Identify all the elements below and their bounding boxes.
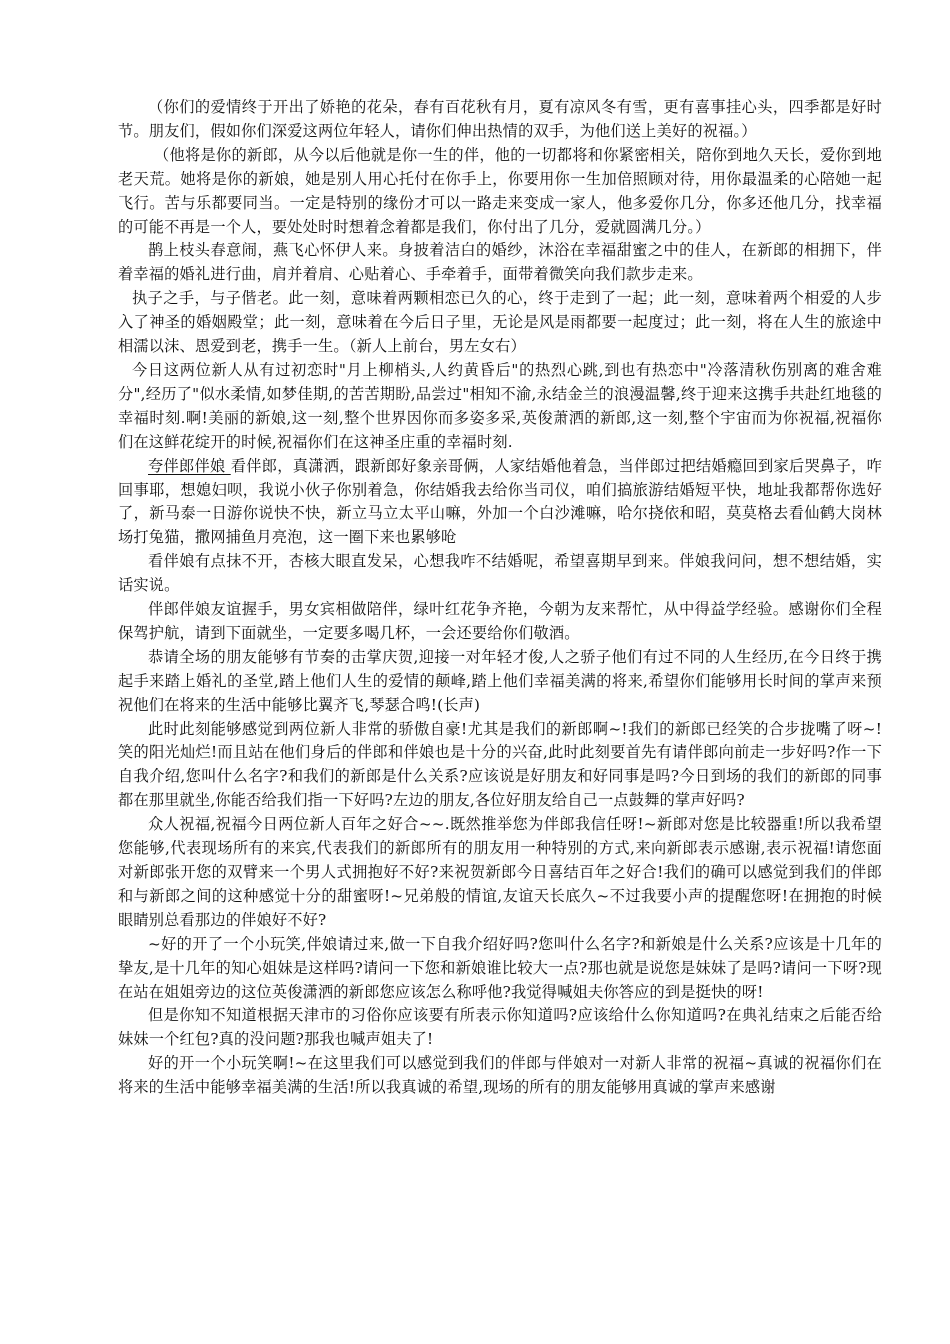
paragraph-praise-bridesmaid: 看伴娘有点抹不开，杏核大眼直发呆，心想我咋不结婚呢，希望喜期早到来。伴娘我问问，想不想结婚，实话实说。 [118, 552, 882, 595]
paragraph-bridesmaid-intro: ~好的开了一个小玩笑,伴娘请过来,做一下自我介绍好吗?您叫什么名字?和新娘是什么关系?应该是十几年的挚友,是十几年的知心姐妹是这样吗?请问一下您和新娘谁比较大一点?那也就是说您是妹妹了是吗?请问一下呀?现在站在姐姐旁边的这位英俊潇洒的新郎您应该怎么称呼他?我觉得喊姐夫你答应的到是挺快的呀! [118, 934, 882, 1001]
paragraph-groomsman-intro: 此时此刻能够感觉到两位新人非常的骄傲自豪!尤其是我们的新郎啊~!我们的新郎已经笑的合步拢嘴了呀~!笑的阳光灿烂!而且站在他们身后的伴郎和伴娘也是十分的兴奋,此时此刻要首先有请伴郎向前走一步好吗?作一下自我介绍,您叫什么名字?和我们的新郎是什么关系?应该说是好朋友和好同事是吗?今日到场的我们的新郎的同事都在那里就坐,你能否给我们指一下好吗?左边的朋友,各位好朋友给自己一点鼓舞的掌声好吗? [118, 719, 882, 810]
paragraph-closing-applause: 好的开一个小玩笑啊!~在这里我们可以感觉到我们的伴郎与伴娘对一对新人非常的祝福~真诚的祝福你们在将来的生活中能够幸福美满的生活!所以我真诚的希望,现场的所有的朋友能够用真诚的掌声来感谢 [118, 1054, 882, 1097]
paragraph-praise-groomsman-text: 看伴郎，真潇洒，跟新郎好象亲哥俩，人家结婚他着急，当伴郎过把结婚瘾回到家后哭鼻子，咋回事耶，想媳妇呗，我说小伙子你别着急，你结婚我去给你当司仪，咱们搞旅游结婚短平快，地址我都帮你选好了，新马泰一日游你说快不快，新立马立太平山嘛，外加一个白沙滩嘛，哈尔挠依和昭，莫莫格去看仙鹤大岗林场打兔猫，撒网捕鱼月亮泡，这一圈下来也累够呛 [118, 456, 882, 547]
document-body [118, 96, 882, 1100]
paragraph-bride-entrance: 鹊上枝头春意闹，燕飞心怀伊人来。身披着洁白的婚纱，沐浴在幸福甜蜜之中的佳人，在新郎的相拥下，伴着幸福的婚礼进行曲，肩并着肩、心贴着心、手牵着手，面带着微笑向我们款步走来。 [118, 241, 882, 284]
paragraph-hand-in-hand: 执子之手，与子偕老。此一刻，意味着两颗相恋已久的心，终于走到了一起；此一刻，意味着两个相爱的人步入了神圣的婚姻殿堂；此一刻，意味着在今后日子里，无论是风是雨都要一起度过；此一刻，将在人生的旅途中相濡以沫、恩爱到老，携手一生。（新人上前台，男左女右） [118, 289, 882, 356]
paragraph-blessing-intro: （你们的爱情终于开出了娇艳的花朵，春有百花秋有月，夏有凉风冬有雪，更有喜事挂心头，四季都是好时节。朋友们，假如你们深爱这两位年轻人，请你们伸出热情的双手，为他们送上美好的祝福。） [118, 98, 882, 140]
paragraph-red-envelope: 但是你知不知道根据天津市的习俗你应该要有所表示你知道吗?应该给什么你知道吗?在典礼结束之后能否给妹妹一个红包?真的没问题?那我也喊声姐夫了! [118, 1006, 882, 1049]
paragraph-groomsman-hug: 众人祝福,祝福今日两位新人百年之好合~~.既然推举您为伴郎我信任呀!~新郎对您是比较器重!所以我希望您能够,代表现场所有的来宾,代表我们的新郎所有的朋友用一种特别的方式,来向新郎表示感谢,表示祝福!请您面对新郎张开您的双臂来一个男人式拥抱好不好?来祝贺新郎今日喜结百年之好合!我们的确可以感觉到我们的伴郎和与新郎之间的这种感觉十分的甜蜜呀!~兄弟般的情谊,友谊天长底久~不过我要小声的提醒您呀!在拥抱的时候眼睛别总看那边的伴娘好不好? [118, 815, 882, 929]
paragraph-groom-vows: （他将是你的新郎，从今以后他就是你一生的伴，他的一切都将和你紧密相关，陪你到地久天长，爱你到地老天荒。她将是你的新娘，她是别人用心托付在你手上，你要用你一生加倍照顾对待，用你最温柔的心陪她一起飞行。苦与乐都要同当。一定是特别的缘份才可以一路走来变成一家人，他多爱你几分，你多还他几分，找幸福的可能不再是一个人，要处处时时想着念着都是我们，你付出了几分，爱就圆满几分。） [118, 145, 882, 236]
paragraph-attendants-thanks: 伴郎伴娘友谊握手，男女宾相做陪伴，绿叶红花争齐艳，今朝为友来帮忙，从中得益学经验。感谢你们全程保驾护航，请到下面就坐，一定要多喝几杯，一会还要给你们敬酒。 [118, 600, 882, 642]
paragraph-couple-journey: 今日这两位新人从有过初恋时"月上柳梢头,人约黄昏后"的热烈心跳,到也有热恋中"冷落清秋伤别离的难舍难分",经历了"似水柔情,如梦佳期,的苦苦期盼,品尝过"相知不渝,永结金兰的浪漫温馨,终于迎来这携手共赴红地毯的幸福时刻.啊!美丽的新娘,这一刻,整个世界因你而多姿多采,英俊萧洒的新郎,这一刻,整个宇宙而为你祝福,祝福你们在这鲜花绽开的时候,祝福你们在这神圣庄重的幸福时刻. [118, 360, 882, 451]
section-heading-praise-attendants: 夸伴郎伴娘 [148, 456, 231, 475]
paragraph-applause-request: 恭请全场的朋友能够有节奏的击掌庆贺,迎接一对年轻才俊,人之骄子他们有过不同的人生经历,在今日终于携起手来踏上婚礼的圣堂,踏上他们人生的爱情的颠峰,踏上他们幸福美满的将来,希望你们能够用长时间的掌声来预祝他们在将来的生活中能够比翼齐飞,琴瑟合鸣!(长声) [118, 647, 882, 714]
paragraph-praise-groomsman [118, 455, 882, 551]
